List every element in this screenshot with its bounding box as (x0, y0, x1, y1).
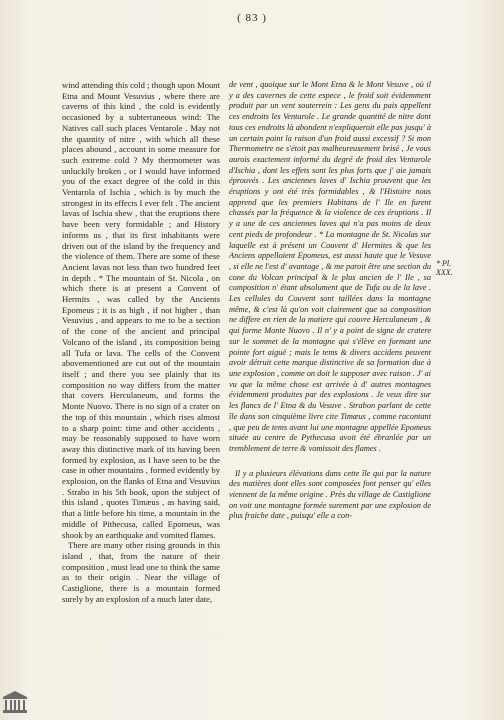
english-paragraph-2: There are many other rising grounds in this island , that, from the nature of their composition , must lead one to think the same as to their origin . Near the village of Castiglione, there is a mountain formed surely by an explosion of a much later date, (62, 540, 220, 604)
library-building-logo (2, 690, 28, 714)
french-paragraph-1: de vent , quoique sur le Mont Etna & le Mont Vesuve , où il y a des cavernes de cette espece , le froid soit évidemment produit par un vent souterrein : Les gens du pais appellent ces endroits les Ventarole . Le grande quantité de nitre dont tous ces endroits là abondent n'expliqueroit elle pas jusqu' à un certain point la raison d'un froid aussi excessif ? Si mon Thermometre ne s'étoit pas malheureusement brisé , Je vous aurois exactement informé du degré de froid des Ventarole d'Ischia , dont les effets sont les plus forts que j' aie jamais éprouvés . Les anciennes laves d' Ischia prouvent que les éruptions y ont été très formidables , & l'Histoire nous apprend que les premiers Habitans de l' Ile en furent chassés par la fréquence & la violence de ces éruptions . Il y a une de ces anciennes laves qui n'a pas moins de deux cent pieds de profondeur . * La montagne de St. Nicolas sur laquelle est à présent un Couvent d' Hermites & que les Anciens appelloient Epomeus, est aussi haute que le Vesuve , si elle ne l'est d' avantage , & me paroit être une section du cone du Volcan principal & le plus ancien de l' Ile , sa composition n' étant absolument que de Tufa ou de la lave . Les cellules du Couvent sont taillées dans la montagne même, & c'est là qu'on voit clairement que sa composition ne differe en rien de la matiere qui couvre Herculaneum , & qui forme Monte Nuovo . Il n' y a point de signe de cratere sur le sommet de la montagne qui s'élève en formant une pointe fort aiguë ; mais le tems & divers accidens peuvent avoir détruit cette marque distinctive de sa formation due à une explosion , comme on doit le supposer avec raison . J' ai vu que la même chose est arrivée à d' autres montagnes évidemment produites par des explosions . Je veux dire sur les flancs de l' Etna & du Vesuve . Strabon parlant de cette île dans son cinquième livre cite Timæus , comme racontant , que peu de tems avant lui une montagne appellée Epomeus située au centre de Pythecusa avoit été ébranlée par un tremblement de terre & vomissoit des flames . (229, 80, 431, 453)
english-column (62, 80, 220, 604)
plate-reference-note: * Pl. XXX. (436, 259, 453, 277)
page-number: ( 83 ) (237, 12, 267, 24)
french-paragraph-2: Il y a plusieurs élévations dans cette île qui par la nature des matières dont elles sont composées font penser qu' elles viennent de la même origine . Près du village de Castiglione on voit une montagne formée surement par une explosion de plus fraiche date , puisqu' elle a con- (229, 468, 431, 521)
french-column (229, 80, 431, 522)
english-paragraph-1: wind attending this cold ; though upon Mount Etna and Mount Vesuvius , where there are caverns of this kind , the cold is evidently occasioned by a subterraneous wind: The Natives call such places Ventarole . May not the quantity of nitre , with which all these places abound , account in some measure for such extreme cold ? My thermometer was unluckily broken , or I would have informed you of the exact degree of the cold in this Ventarola of Ischia , which is by much the strongest in its effects I ever felt . The ancient lavas of Ischia shew , that the eruptions there have been very formidable ; and History informs us , that its first inhabitants were driven out of the island by the frequency and the violence of them. There are some of these Ancient lavas not less than two hundred feet in depth . * The mountain of St. Nicola , on which there is at present a Convent of Hermits , was called by the Ancients Epomeus ; it is as high , if not higher , than Vesuvius , and appears to me to be a section of the cone of the ancient and principal Volcano of the island , its composition being all Tufa or lava. The cells of the Convent abovementioned are cut out of the mountain itself ; and there you see plainly that its composition no way differs from the matter that covers Herculaneum, and forms the Monte Nuovo. There is no sign of a crater on the top of this mountain , which rises almost to a sharp point: time and other accidents , may be reasonably supposed to have worn away this distinctive mark of its having been formed by explosion, as I have seen to be the case in other mountains , formed evidently by explosion, on the flanks of Etna and Vesuvius . Strabo in his 5th book, upon the subject of this island , quotes Timæus , as having said, that a little before his time, a mountain in the middle of Pithecusa, called Epomeus, was shook by an earthquake and vomited flames. (62, 80, 220, 540)
